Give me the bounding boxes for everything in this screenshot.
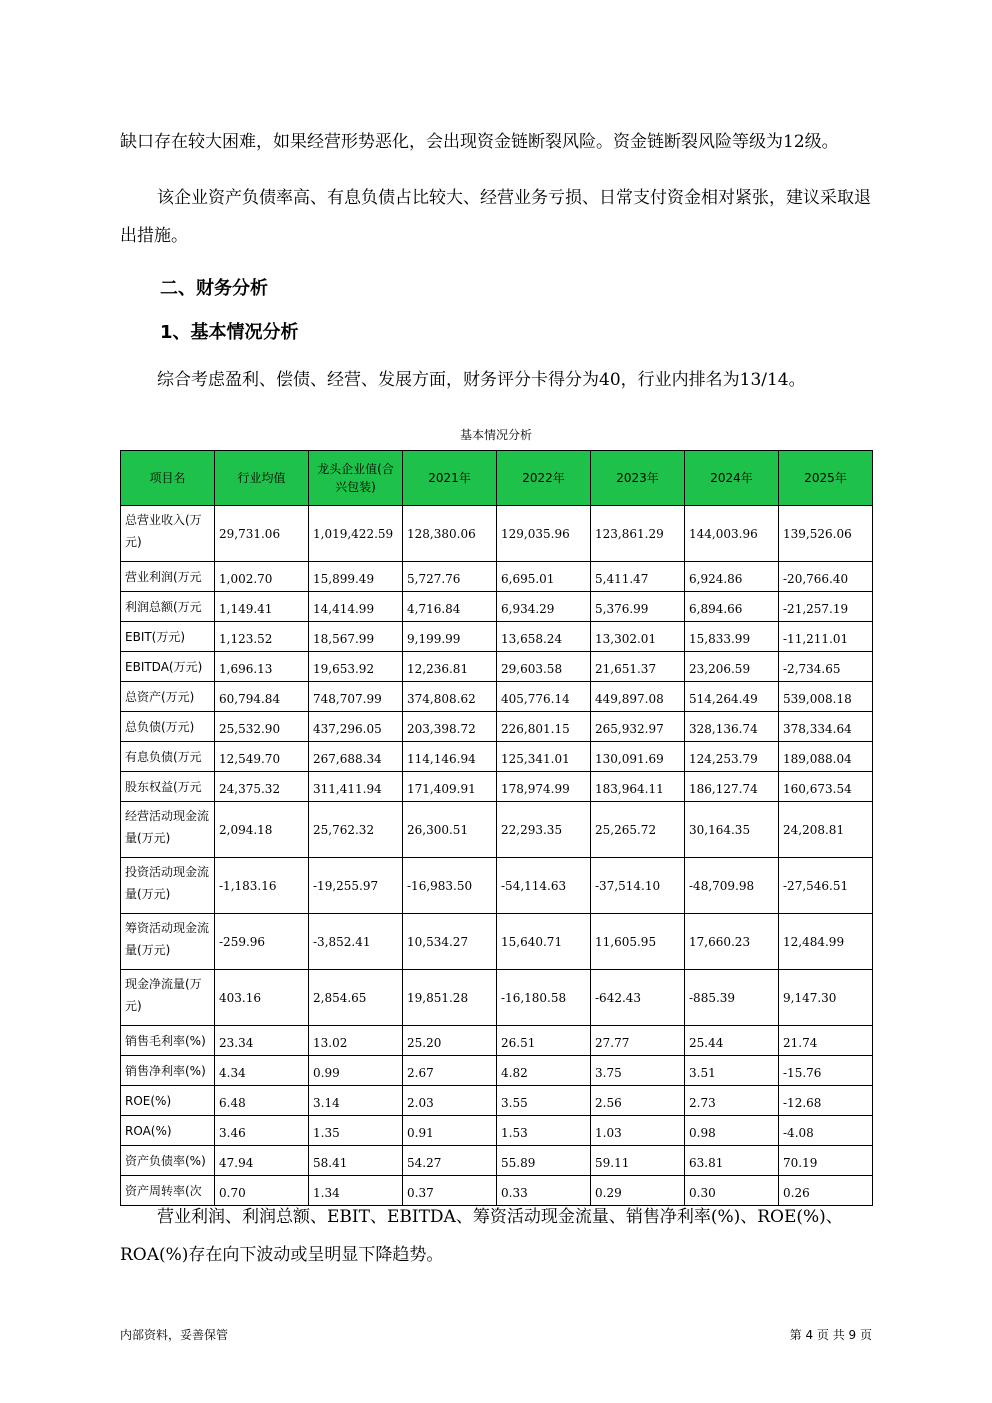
row-value: 226,801.15	[497, 712, 591, 742]
row-value: 374,808.62	[403, 682, 497, 712]
table-row	[121, 592, 873, 622]
row-value: 12,236.81	[403, 652, 497, 682]
row-value: 403.16	[215, 970, 309, 1026]
row-value: 14,414.99	[309, 592, 403, 622]
row-value: 748,707.99	[309, 682, 403, 712]
row-value: -15.76	[779, 1056, 873, 1086]
row-value: 30,164.35	[685, 802, 779, 858]
row-value: 2,094.18	[215, 802, 309, 858]
row-value: 265,932.97	[591, 712, 685, 742]
row-value: 1.35	[309, 1116, 403, 1146]
row-value: 59.11	[591, 1146, 685, 1176]
row-value: 189,088.04	[779, 742, 873, 772]
row-value: 2,854.65	[309, 970, 403, 1026]
row-label: EBITDA(万元)	[121, 652, 215, 682]
row-label: 总营业收入(万元)	[121, 506, 215, 562]
row-value: 18,567.99	[309, 622, 403, 652]
row-value: 12,484.99	[779, 914, 873, 970]
row-value: 29,603.58	[497, 652, 591, 682]
row-value: 6,695.01	[497, 562, 591, 592]
header-year-2025: 2025年	[779, 451, 873, 506]
row-value: -1,183.16	[215, 858, 309, 914]
row-value: -16,983.50	[403, 858, 497, 914]
header-industry-average: 行业均值	[215, 451, 309, 506]
row-value: -3,852.41	[309, 914, 403, 970]
row-value: -885.39	[685, 970, 779, 1026]
row-value: 378,334.64	[779, 712, 873, 742]
table-row	[121, 682, 873, 712]
footer-page-number: 第 4 页 共 9 页	[789, 1328, 872, 1342]
row-value: 4,716.84	[403, 592, 497, 622]
row-value: 0.99	[309, 1056, 403, 1086]
paragraph-recommendation: 该企业资产负债率高、有息负债占比较大、经营业务亏损、日常支付资金相对紧张，建议采取退出措施。	[120, 188, 871, 246]
row-label: 投资活动现金流量(万元)	[121, 858, 215, 914]
table-caption: 基本情况分析	[459, 428, 532, 442]
row-label: ROA(%)	[121, 1116, 215, 1146]
row-value: -19,255.97	[309, 858, 403, 914]
row-label: 销售净利率(%)	[121, 1056, 215, 1086]
row-label: 股东权益(万元	[121, 772, 215, 802]
row-value: 58.41	[309, 1146, 403, 1176]
table-row	[121, 622, 873, 652]
row-value: 125,341.01	[497, 742, 591, 772]
row-value: 160,673.54	[779, 772, 873, 802]
subsection-heading: 1、基本情况分析	[160, 322, 299, 343]
row-value: 17,660.23	[685, 914, 779, 970]
row-value: 21,651.37	[591, 652, 685, 682]
row-value: -21,257.19	[779, 592, 873, 622]
table-row	[121, 742, 873, 772]
row-value: 144,003.96	[685, 506, 779, 562]
row-label: 资产周转率(次	[121, 1176, 215, 1206]
row-value: 23,206.59	[685, 652, 779, 682]
row-value: 47.94	[215, 1146, 309, 1176]
row-value: 114,146.94	[403, 742, 497, 772]
row-value: 5,411.47	[591, 562, 685, 592]
row-value: 24,208.81	[779, 802, 873, 858]
row-value: 123,861.29	[591, 506, 685, 562]
table-row	[121, 802, 873, 858]
row-value: 19,653.92	[309, 652, 403, 682]
row-value: -48,709.98	[685, 858, 779, 914]
row-value: 22,293.35	[497, 802, 591, 858]
row-value: 0.26	[779, 1176, 873, 1206]
row-value: -37,514.10	[591, 858, 685, 914]
row-value: -20,766.40	[779, 562, 873, 592]
table-row	[121, 1116, 873, 1146]
row-value: 1.53	[497, 1116, 591, 1146]
row-label: ROE(%)	[121, 1086, 215, 1116]
row-value: -12.68	[779, 1086, 873, 1116]
row-label: 筹资活动现金流量(万元)	[121, 914, 215, 970]
row-value: 405,776.14	[497, 682, 591, 712]
section-heading: 二、财务分析	[160, 278, 268, 299]
row-value: 13,302.01	[591, 622, 685, 652]
footer-confidential-note: 内部资料，妥善保管	[120, 1328, 229, 1342]
row-label: 总资产(万元)	[121, 682, 215, 712]
row-label: 资产负债率(%)	[121, 1146, 215, 1176]
row-label: 总负债(万元)	[121, 712, 215, 742]
row-value: 5,376.99	[591, 592, 685, 622]
row-value: 2.73	[685, 1086, 779, 1116]
row-value: 311,411.94	[309, 772, 403, 802]
row-value: 12,549.70	[215, 742, 309, 772]
row-value: 1,123.52	[215, 622, 309, 652]
row-value: 0.98	[685, 1116, 779, 1146]
row-value: 6,894.66	[685, 592, 779, 622]
table-row	[121, 858, 873, 914]
row-value: 203,398.72	[403, 712, 497, 742]
paragraph-score: 综合考虑盈利、偿债、经营、发展方面，财务评分卡得分为40，行业内排名为13/14。	[157, 370, 806, 390]
row-value: 24,375.32	[215, 772, 309, 802]
row-value: 9,147.30	[779, 970, 873, 1026]
row-value: 6.48	[215, 1086, 309, 1116]
table-body	[121, 506, 873, 1206]
row-value: 10,534.27	[403, 914, 497, 970]
header-leader-value: 龙头企业值(合兴包装)	[309, 451, 403, 506]
row-value: 4.82	[497, 1056, 591, 1086]
row-value: 15,899.49	[309, 562, 403, 592]
table-row	[121, 970, 873, 1026]
row-value: 2.56	[591, 1086, 685, 1116]
row-value: 13.02	[309, 1026, 403, 1056]
financial-table	[120, 450, 873, 1206]
row-value: 128,380.06	[403, 506, 497, 562]
row-value: 2.03	[403, 1086, 497, 1116]
row-value: 1,149.41	[215, 592, 309, 622]
paragraph-risk-level: 缺口存在较大困难，如果经营形势恶化，会出现资金链断裂风险。资金链断裂风险等级为12级。	[120, 132, 839, 152]
row-value: 139,526.06	[779, 506, 873, 562]
row-value: 130,091.69	[591, 742, 685, 772]
table-row	[121, 772, 873, 802]
row-value: 3.51	[685, 1056, 779, 1086]
row-value: 63.81	[685, 1146, 779, 1176]
row-value: 0.30	[685, 1176, 779, 1206]
row-value: -259.96	[215, 914, 309, 970]
row-value: 9,199.99	[403, 622, 497, 652]
row-value: 449,897.08	[591, 682, 685, 712]
row-value: 11,605.95	[591, 914, 685, 970]
row-label: 销售毛利率(%)	[121, 1026, 215, 1056]
row-value: 0.37	[403, 1176, 497, 1206]
row-value: 328,136.74	[685, 712, 779, 742]
row-value: 54.27	[403, 1146, 497, 1176]
row-value: 0.70	[215, 1176, 309, 1206]
row-label: 有息负债(万元	[121, 742, 215, 772]
row-value: 437,296.05	[309, 712, 403, 742]
table-row	[121, 914, 873, 970]
row-value: 3.55	[497, 1086, 591, 1116]
row-value: 6,934.29	[497, 592, 591, 622]
row-value: 0.91	[403, 1116, 497, 1146]
table-row	[121, 1146, 873, 1176]
row-value: 1.03	[591, 1116, 685, 1146]
row-value: -642.43	[591, 970, 685, 1026]
row-value: 186,127.74	[685, 772, 779, 802]
row-value: 60,794.84	[215, 682, 309, 712]
row-label: 利润总额(万元	[121, 592, 215, 622]
table-row	[121, 652, 873, 682]
paragraph-trend-summary: 营业利润、利润总额、EBIT、EBITDA、筹资活动现金流量、销售净利率(%)、ROE(%)、ROA(%)存在向下波动或呈明显下降趋势。	[120, 1207, 843, 1265]
table-row	[121, 712, 873, 742]
row-value: 1.34	[309, 1176, 403, 1206]
row-value: 0.29	[591, 1176, 685, 1206]
row-value: 0.33	[497, 1176, 591, 1206]
row-value: 171,409.91	[403, 772, 497, 802]
row-value: 15,640.71	[497, 914, 591, 970]
row-value: 267,688.34	[309, 742, 403, 772]
row-value: 25,762.32	[309, 802, 403, 858]
row-label: 经营活动现金流量(万元)	[121, 802, 215, 858]
row-value: 15,833.99	[685, 622, 779, 652]
row-value: -11,211.01	[779, 622, 873, 652]
row-value: 25.20	[403, 1026, 497, 1056]
header-year-2023: 2023年	[591, 451, 685, 506]
row-value: 1,019,422.59	[309, 506, 403, 562]
row-value: 3.46	[215, 1116, 309, 1146]
row-value: 29,731.06	[215, 506, 309, 562]
row-value: 6,924.86	[685, 562, 779, 592]
row-label: 营业利润(万元	[121, 562, 215, 592]
table-row	[121, 506, 873, 562]
table-row	[121, 1086, 873, 1116]
row-value: 539,008.18	[779, 682, 873, 712]
row-value: 27.77	[591, 1026, 685, 1056]
row-value: 1,696.13	[215, 652, 309, 682]
header-year-2022: 2022年	[497, 451, 591, 506]
row-value: 183,964.11	[591, 772, 685, 802]
table-header-row	[121, 451, 873, 506]
row-value: -4.08	[779, 1116, 873, 1146]
row-value: 25,532.90	[215, 712, 309, 742]
table-row	[121, 562, 873, 592]
row-value: 23.34	[215, 1026, 309, 1056]
row-label: 现金净流量(万元)	[121, 970, 215, 1026]
table-row	[121, 1026, 873, 1056]
row-value: 19,851.28	[403, 970, 497, 1026]
row-value: 3.75	[591, 1056, 685, 1086]
row-value: 3.14	[309, 1086, 403, 1116]
row-value: 1,002.70	[215, 562, 309, 592]
table-row	[121, 1056, 873, 1086]
row-value: 2.67	[403, 1056, 497, 1086]
row-value: 26,300.51	[403, 802, 497, 858]
header-year-2024: 2024年	[685, 451, 779, 506]
header-year-2021: 2021年	[403, 451, 497, 506]
row-value: 26.51	[497, 1026, 591, 1056]
row-value: 129,035.96	[497, 506, 591, 562]
row-value: -27,546.51	[779, 858, 873, 914]
row-value: 514,264.49	[685, 682, 779, 712]
row-value: -54,114.63	[497, 858, 591, 914]
row-value: 124,253.79	[685, 742, 779, 772]
row-value: 13,658.24	[497, 622, 591, 652]
row-value: -16,180.58	[497, 970, 591, 1026]
row-value: 5,727.76	[403, 562, 497, 592]
row-value: 25,265.72	[591, 802, 685, 858]
row-label: EBIT(万元)	[121, 622, 215, 652]
row-value: 55.89	[497, 1146, 591, 1176]
row-value: 178,974.99	[497, 772, 591, 802]
row-value: 25.44	[685, 1026, 779, 1056]
header-item-name: 项目名	[121, 451, 215, 506]
row-value: 21.74	[779, 1026, 873, 1056]
row-value: 4.34	[215, 1056, 309, 1086]
row-value: -2,734.65	[779, 652, 873, 682]
row-value: 70.19	[779, 1146, 873, 1176]
